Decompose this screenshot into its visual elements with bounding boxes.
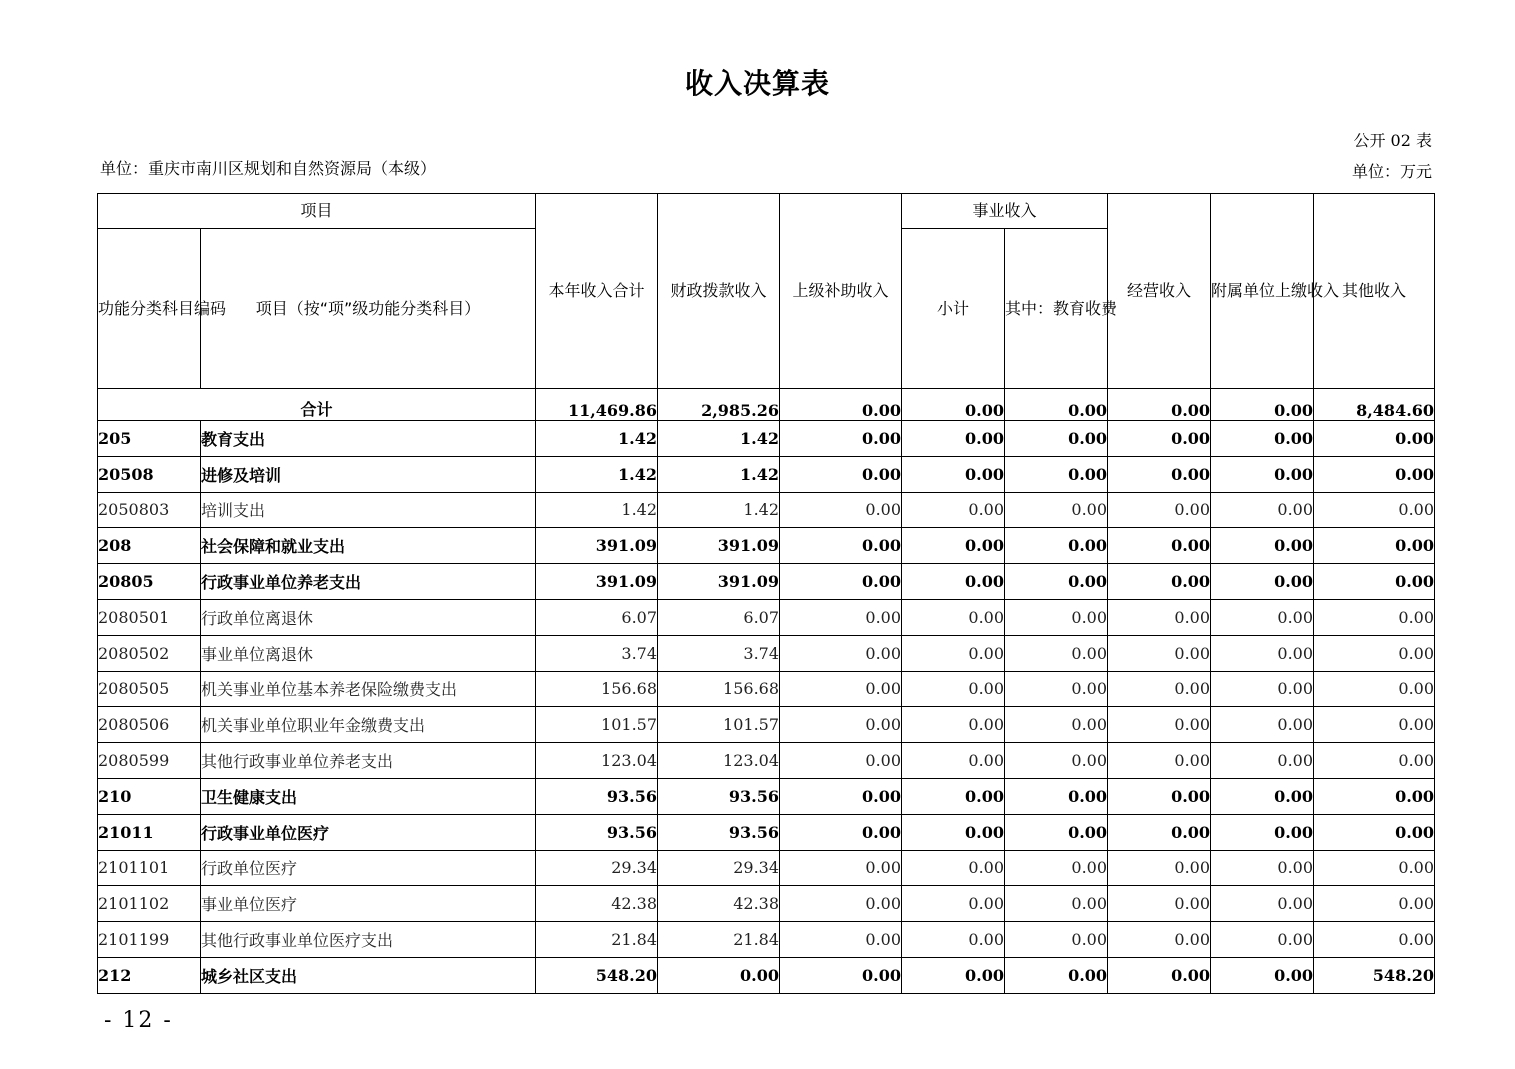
row-value: 0.00 [1211,635,1314,671]
row-value: 0.00 [1108,564,1211,600]
row-code: 2080599 [98,743,201,779]
row-value: 0.00 [1211,599,1314,635]
row-value: 1.42 [536,456,658,492]
row-value: 0.00 [780,814,902,850]
row-value: 0.00 [1211,850,1314,886]
header-code: 功能分类科目编码 [98,229,201,389]
row-name: 事业单位医疗 [201,886,536,922]
row-value: 0.00 [1314,743,1435,779]
row-value: 0.00 [780,778,902,814]
row-value: 0.00 [1314,814,1435,850]
row-value: 0.00 [902,671,1005,707]
row-value: 0.00 [780,635,902,671]
row-name: 进修及培训 [201,456,536,492]
row-value: 0.00 [1108,421,1211,457]
row-value: 0.00 [1005,635,1108,671]
income-final-accounts-table [97,193,1435,994]
row-value: 0.00 [1108,635,1211,671]
row-value: 0.00 [1005,564,1108,600]
table-row [98,743,1435,779]
row-value: 156.68 [658,671,780,707]
row-value: 0.00 [1211,528,1314,564]
table-row [98,599,1435,635]
row-value: 0.00 [1108,778,1211,814]
row-value: 0.00 [1005,743,1108,779]
row-value: 0.00 [1211,957,1314,993]
row-value: 0.00 [902,599,1005,635]
row-value: 101.57 [658,707,780,743]
row-value: 123.04 [658,743,780,779]
row-value: 391.09 [658,564,780,600]
row-value: 0.00 [1005,492,1108,528]
row-value: 0.00 [780,528,902,564]
row-value: 0.00 [1108,492,1211,528]
row-value: 0.00 [780,886,902,922]
row-value: 0.00 [1211,492,1314,528]
row-value: 29.34 [536,850,658,886]
header-other-income: 其他收入 [1314,194,1435,389]
header-education-fees: 其中：教育收费 [1005,229,1108,389]
row-value: 0.00 [1314,886,1435,922]
row-code: 212 [98,957,201,993]
table-row [98,456,1435,492]
row-name: 事业单位离退休 [201,635,536,671]
row-code: 2101101 [98,850,201,886]
total-cell: 0.00 [1005,389,1108,421]
row-value: 0.00 [1314,671,1435,707]
unit-currency: 单位：万元 [1351,162,1432,181]
row-value: 6.07 [536,599,658,635]
total-cell: 8,484.60 [1314,389,1435,421]
row-value: 93.56 [658,778,780,814]
total-cell: 0.00 [780,389,902,421]
row-value: 0.00 [1211,778,1314,814]
header-superior-subsidy: 上级补助收入 [780,194,902,389]
row-value: 0.00 [1314,850,1435,886]
row-value: 123.04 [536,743,658,779]
row-code: 20508 [98,456,201,492]
row-value: 0.00 [1314,456,1435,492]
row-value: 0.00 [780,922,902,958]
row-value: 42.38 [658,886,780,922]
table-row [98,671,1435,707]
row-name: 其他行政事业单位养老支出 [201,743,536,779]
row-value: 0.00 [1005,814,1108,850]
table-row [98,778,1435,814]
row-name: 卫生健康支出 [201,778,536,814]
row-value: 0.00 [1108,957,1211,993]
row-value: 0.00 [1108,886,1211,922]
row-value: 0.00 [902,814,1005,850]
row-value: 0.00 [1005,671,1108,707]
row-value: 1.42 [658,421,780,457]
row-value: 1.42 [536,421,658,457]
total-cell: 2,985.26 [658,389,780,421]
row-name: 行政单位离退休 [201,599,536,635]
table-row [98,635,1435,671]
total-label: 合计 [98,389,536,421]
row-value: 0.00 [780,671,902,707]
row-value: 0.00 [780,456,902,492]
row-name: 培训支出 [201,492,536,528]
header-affiliated-income: 附属单位上缴收入 [1211,194,1314,389]
row-value: 0.00 [902,528,1005,564]
row-code: 2080502 [98,635,201,671]
table-row [98,886,1435,922]
table-row [98,922,1435,958]
header-fiscal-appropriation: 财政拨款收入 [658,194,780,389]
row-code: 2050803 [98,492,201,528]
row-value: 0.00 [780,421,902,457]
row-value: 0.00 [1314,599,1435,635]
row-value: 0.00 [780,957,902,993]
row-name: 行政事业单位医疗 [201,814,536,850]
row-value: 0.00 [902,456,1005,492]
table-row [98,528,1435,564]
row-value: 0.00 [1211,814,1314,850]
row-name: 其他行政事业单位医疗支出 [201,922,536,958]
row-value: 0.00 [780,743,902,779]
table-row [98,707,1435,743]
row-value: 0.00 [1211,707,1314,743]
row-name: 城乡社区支出 [201,957,536,993]
row-value: 1.42 [658,456,780,492]
row-value: 0.00 [902,957,1005,993]
row-value: 548.20 [1314,957,1435,993]
table-row [98,492,1435,528]
row-value: 0.00 [902,635,1005,671]
row-value: 0.00 [780,707,902,743]
row-value: 0.00 [780,599,902,635]
row-value: 6.07 [658,599,780,635]
row-value: 0.00 [1211,671,1314,707]
header-row-1 [98,194,1435,229]
header-total-income: 本年收入合计 [536,194,658,389]
row-value: 0.00 [902,564,1005,600]
row-value: 0.00 [1211,564,1314,600]
row-name: 教育支出 [201,421,536,457]
header-item-name: 项目（按“项”级功能分类科目） [201,229,536,389]
row-name: 行政单位医疗 [201,850,536,886]
row-value: 0.00 [1211,421,1314,457]
row-value: 0.00 [1211,886,1314,922]
row-value: 21.84 [536,922,658,958]
row-value: 0.00 [780,564,902,600]
row-code: 2080501 [98,599,201,635]
total-cell: 0.00 [902,389,1005,421]
row-value: 0.00 [1108,922,1211,958]
row-name: 社会保障和就业支出 [201,528,536,564]
row-value: 391.09 [658,528,780,564]
row-value: 3.74 [658,635,780,671]
row-value: 93.56 [536,814,658,850]
row-value: 93.56 [536,778,658,814]
row-value: 0.00 [1108,850,1211,886]
row-code: 2080505 [98,671,201,707]
header-subtotal: 小计 [902,229,1005,389]
table-row [98,814,1435,850]
page-number: - 12 - [104,1008,173,1033]
row-code: 210 [98,778,201,814]
row-value: 0.00 [1108,528,1211,564]
row-value: 0.00 [1005,886,1108,922]
row-value: 391.09 [536,528,658,564]
row-value: 0.00 [1005,850,1108,886]
row-value: 0.00 [902,707,1005,743]
row-value: 0.00 [902,421,1005,457]
row-code: 205 [98,421,201,457]
row-value: 0.00 [1005,778,1108,814]
row-value: 0.00 [1005,922,1108,958]
row-value: 0.00 [1211,743,1314,779]
row-value: 0.00 [1005,456,1108,492]
page-title: 收入决算表 [684,67,830,100]
row-value: 0.00 [780,850,902,886]
row-value: 0.00 [1108,743,1211,779]
row-value: 21.84 [658,922,780,958]
row-code: 21011 [98,814,201,850]
table-row [98,421,1435,457]
row-value: 0.00 [1314,635,1435,671]
row-value: 0.00 [1005,599,1108,635]
row-value: 0.00 [1108,814,1211,850]
row-value: 0.00 [1005,957,1108,993]
row-code: 2080506 [98,707,201,743]
row-value: 42.38 [536,886,658,922]
header-operating-income: 经营收入 [1108,194,1211,389]
row-value: 0.00 [902,922,1005,958]
header-business-income-group: 事业收入 [902,194,1108,229]
row-value: 0.00 [902,850,1005,886]
row-value: 0.00 [902,778,1005,814]
row-value: 0.00 [1314,922,1435,958]
row-value: 0.00 [1314,421,1435,457]
row-name: 机关事业单位职业年金缴费支出 [201,707,536,743]
row-value: 0.00 [1314,707,1435,743]
row-value: 0.00 [1005,707,1108,743]
row-value: 391.09 [536,564,658,600]
row-value: 0.00 [1005,421,1108,457]
row-code: 20805 [98,564,201,600]
row-value: 1.42 [536,492,658,528]
row-value: 0.00 [1314,492,1435,528]
row-value: 0.00 [1108,599,1211,635]
row-value: 0.00 [1108,707,1211,743]
total-cell: 11,469.86 [536,389,658,421]
form-number: 公开 02 表 [1353,131,1432,150]
row-value: 0.00 [1314,528,1435,564]
row-value: 0.00 [1314,778,1435,814]
header-item-group: 项目 [98,194,536,229]
row-value: 548.20 [536,957,658,993]
table-row [98,957,1435,993]
row-code: 2101199 [98,922,201,958]
row-value: 0.00 [1108,456,1211,492]
row-value: 93.56 [658,814,780,850]
row-value: 0.00 [780,492,902,528]
row-value: 0.00 [1314,564,1435,600]
row-name: 行政事业单位养老支出 [201,564,536,600]
row-code: 208 [98,528,201,564]
row-value: 1.42 [658,492,780,528]
row-name: 机关事业单位基本养老保险缴费支出 [201,671,536,707]
total-cell: 0.00 [1211,389,1314,421]
total-row [98,389,1435,421]
row-value: 0.00 [1005,528,1108,564]
row-value: 0.00 [902,743,1005,779]
row-code: 2101102 [98,886,201,922]
table-row [98,850,1435,886]
row-value: 0.00 [902,492,1005,528]
row-value: 3.74 [536,635,658,671]
total-cell: 0.00 [1108,389,1211,421]
table-row [98,564,1435,600]
row-value: 0.00 [902,886,1005,922]
row-value: 101.57 [536,707,658,743]
row-value: 156.68 [536,671,658,707]
unit-organization: 单位：重庆市南川区规划和自然资源局（本级） [100,159,437,178]
row-value: 0.00 [658,957,780,993]
row-value: 29.34 [658,850,780,886]
row-value: 0.00 [1211,922,1314,958]
row-value: 0.00 [1108,671,1211,707]
row-value: 0.00 [1211,456,1314,492]
